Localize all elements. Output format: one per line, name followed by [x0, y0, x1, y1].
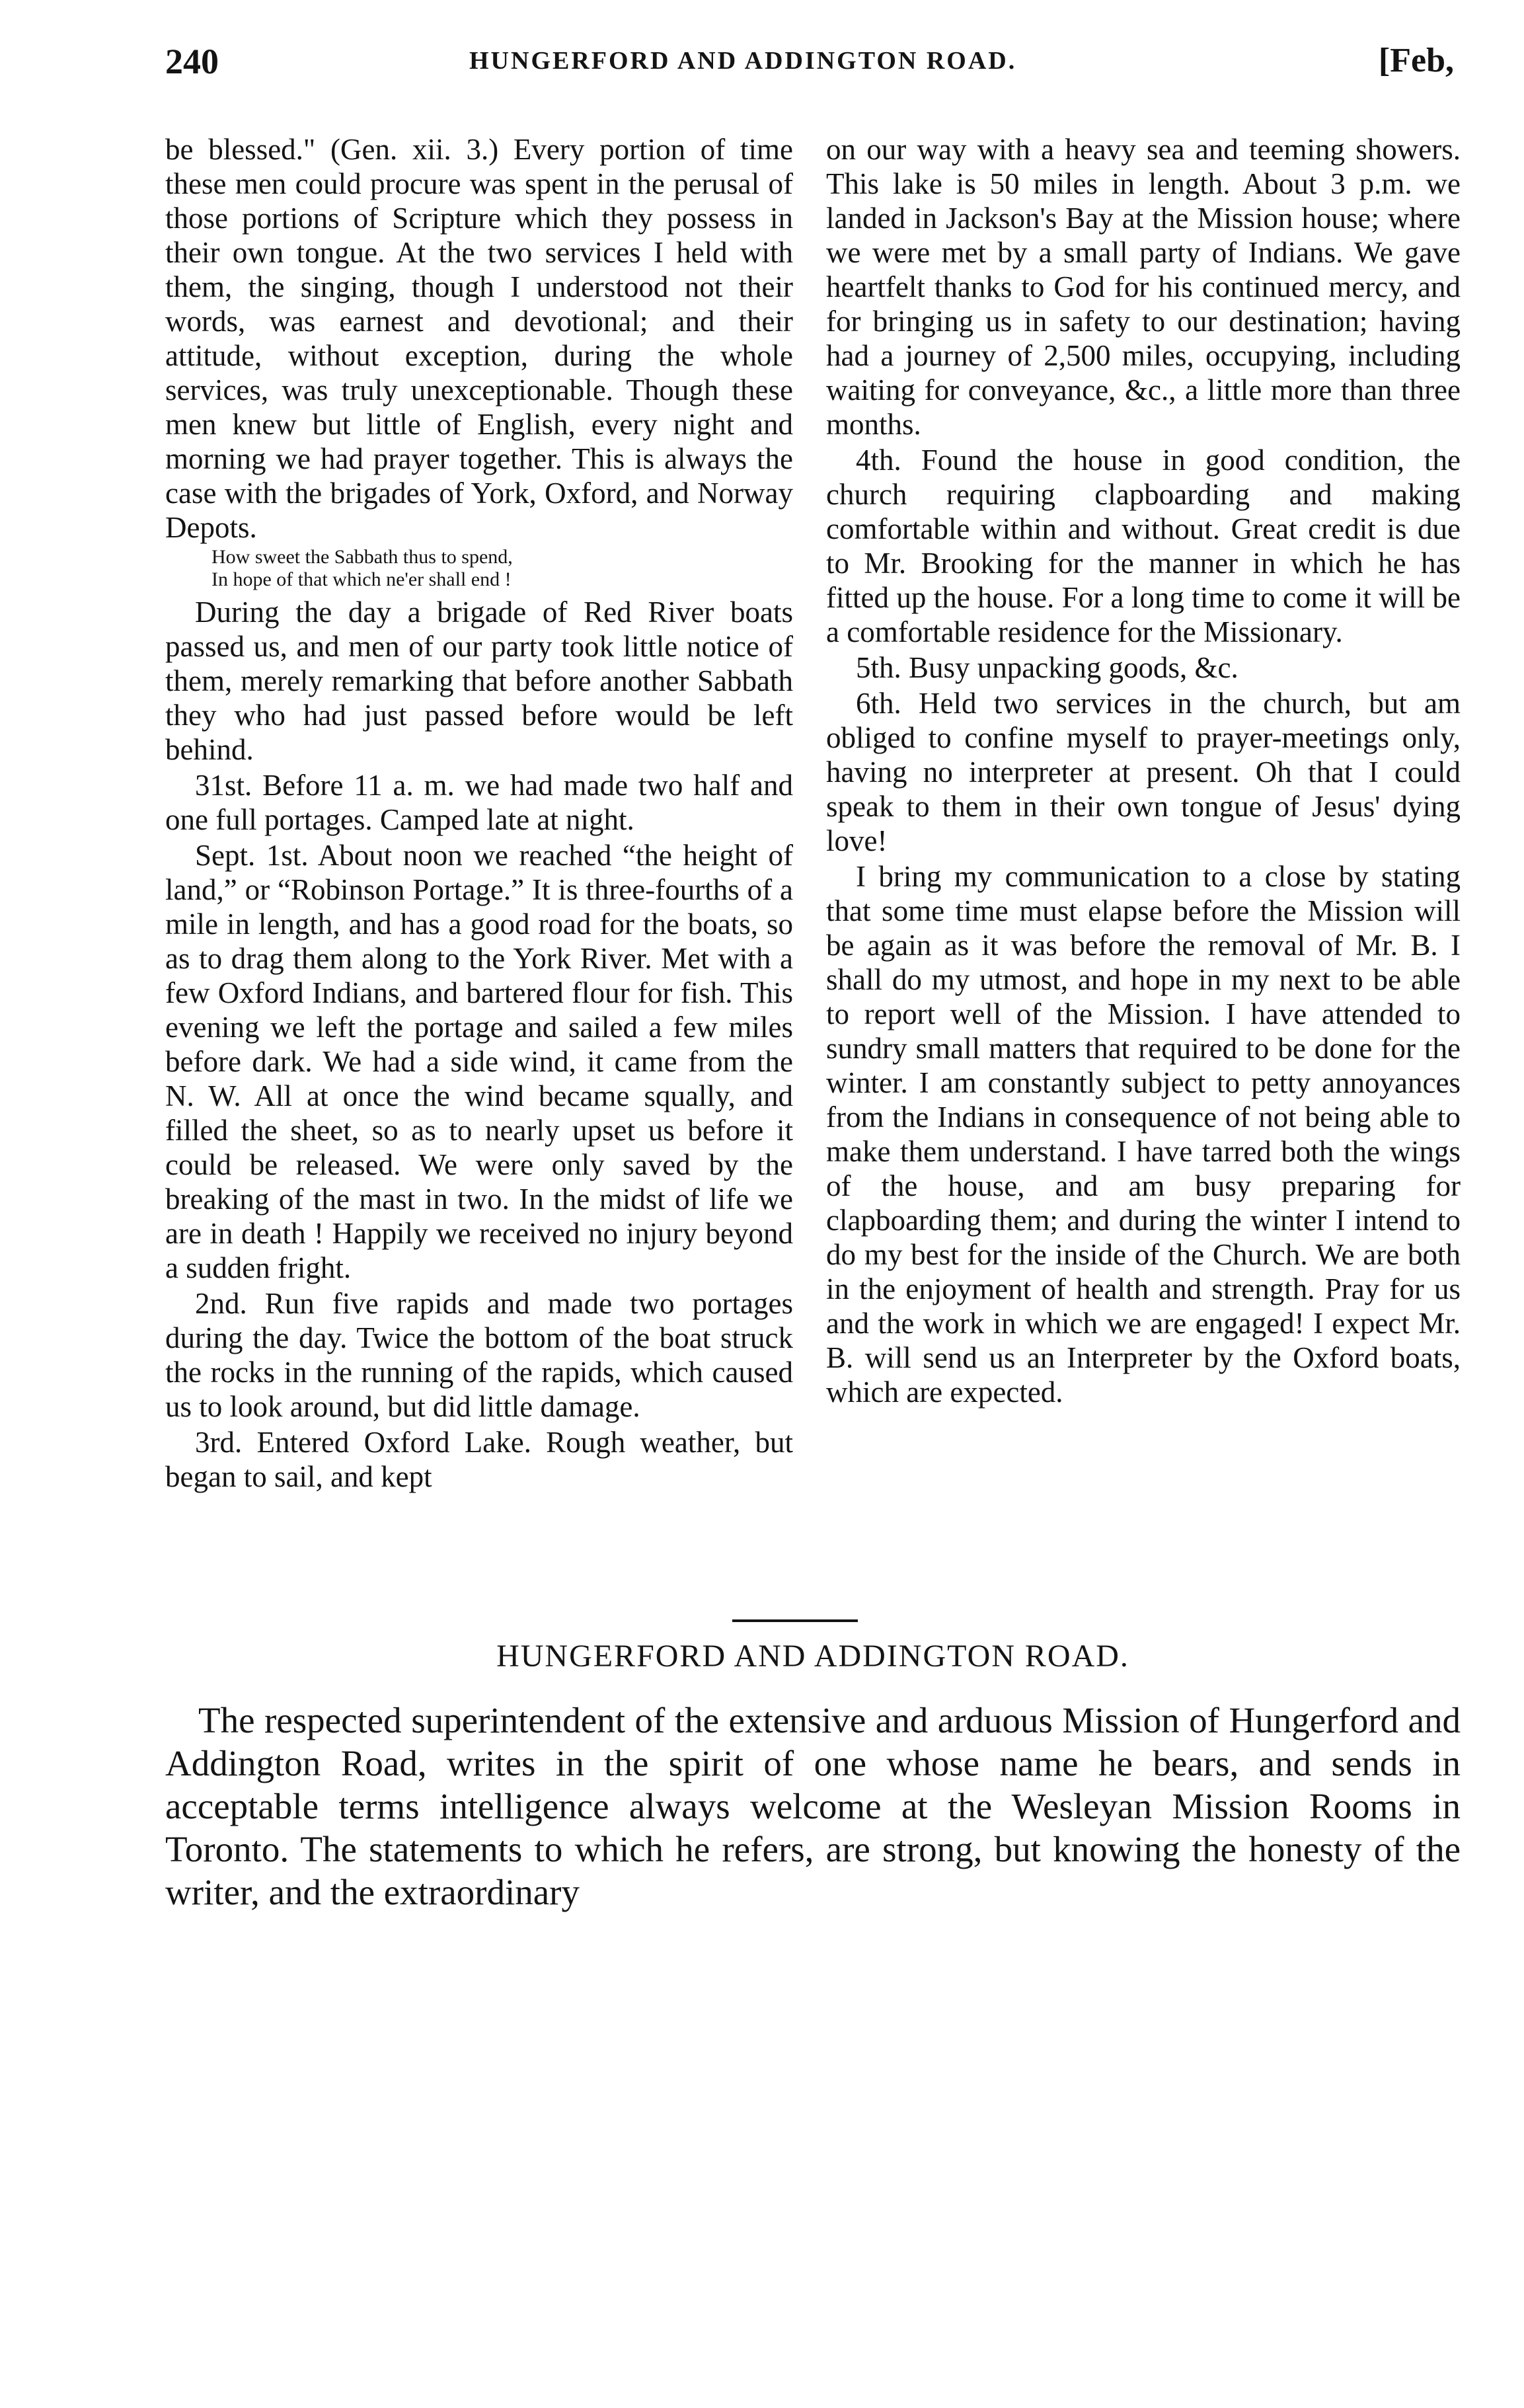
right-paragraph-4: 6th. Held two services in the church, but am obliged to confine myself to prayer-meetings only, having no interpreter at present. Oh that I could speak to them in their own tongue of Jesus' dying love! [826, 687, 1461, 857]
left-paragraph-5: 2nd. Run five rapids and made two portages during the day. Twice the bottom of the boat struck the rocks in the running of the rapids, which caused us to look around, but did little damage. [165, 1287, 793, 1423]
left-paragraph-3: 31st. Before 11 a. m. we had made two half and one full portages. Camped late at night. [165, 769, 793, 836]
right-paragraph-1: on our way with a heavy sea and teeming showers. This lake is 50 miles in length. About 3 p.m. we landed in Jackson's Bay at the Mission house; where we were met by a small party of Indians. We gave heartfelt thanks to God for his continued mercy, and for bringing us in safety to our destination; having had a journey of 2,500 miles, occupying, including waiting for conveyance, &c., a little more than three months. [826, 133, 1461, 441]
right-column [826, 132, 1461, 1409]
left-paragraph-1: be blessed." (Gen. xii. 3.) Every portion of time these men could procure was spent in the perusal of those portions of Scripture which they possess in their own tongue. At the two services I held with them, the singing, though I understood not their words, was earnest and devotional; and their attitude, without exception, during the whole services, was truly unexceptionable. Though these men knew but little of English, every night and morning we had prayer together. This is always the case with the brigades of York, Oxford, and Norway Depots. [165, 133, 793, 544]
left-paragraph-6: 3rd. Entered Oxford Lake. Rough weather, but began to sail, and kept [165, 1426, 793, 1493]
right-paragraph-3: 5th. Busy unpacking goods, &c. [856, 651, 1238, 684]
section-paragraph: The respected superintendent of the extensive and arduous Mission of Hungerford and Addington Road, writes in the spirit of one whose name he bears, and sends in acceptable terms intelligence always welcome at the Wesleyan Mission Rooms in Toronto. The statements to which he refers, are strong, but knowing the honesty of the writer, and the extraordinary [165, 1700, 1461, 1912]
page-number: 240 [165, 42, 219, 81]
poem-couplet [211, 546, 793, 591]
left-paragraph-4: Sept. 1st. About noon we reached “the height of land,” or “Robinson Portage.” It is three-fourths of a mile in length, and has a good road for the boats, so as to drag them along to the York River. Met with a few Oxford Indians, and bartered flour for fish. This evening we left the portage and sailed a few miles before dark. We had a side wind, it came from the N. W. All at once the wind became squally, and filled the sheet, so as to nearly upset us before it could be released. We were only saved by the breaking of the mast in two. In the midst of life we are in death ! Happily we received no injury beyond a sudden fright. [165, 839, 793, 1284]
right-paragraph-5: I bring my communication to a close by stating that some time must elapse before the Mission will be again as it was before the removal of Mr. B. I shall do my utmost, and hope in my next to be able to report well of the Mission. I have attended to sundry small matters that required to be done for the winter. I am constantly subject to petty annoyances from the Indians in consequence of not being able to make them understand. I have tarred both the wings of the house, and am busy preparing for clapboarding them; and during the winter I intend to do my best for the inside of the Church. We are both in the enjoyment of health and strength. Pray for us and the work in which we are engaged! I expect Mr. B. will send us an Interpreter by the Oxford boats, which are expected. [826, 860, 1461, 1409]
running-title: HUNGERFORD AND ADDINGTON ROAD. [469, 47, 1017, 75]
running-head [165, 41, 1454, 94]
right-paragraph-2: 4th. Found the house in good condition, the church requiring clapboarding and making comfortable within and without. Great credit is due to Mr. Brooking for the manner in which he has fitted up the house. For a long time to come it will be a comfortable residence for the Missionary. [826, 444, 1461, 648]
poem-line-1: How sweet the Sabbath thus to spend, [211, 546, 513, 568]
section-title: HUNGERFORD AND ADDINGTON ROAD. [496, 1639, 1129, 1674]
left-column [165, 132, 793, 1494]
section-body [165, 1699, 1461, 1914]
poem-line-2: In hope of that which ne'er shall end ! [211, 568, 512, 590]
running-date: [Feb, [1378, 42, 1454, 79]
left-paragraph-2: During the day a brigade of Red River boats passed us, and men of our party took little notice of them, merely remarking that before another Sabbath they who had just passed before would be left behind. [165, 596, 793, 766]
section-divider [732, 1619, 858, 1622]
